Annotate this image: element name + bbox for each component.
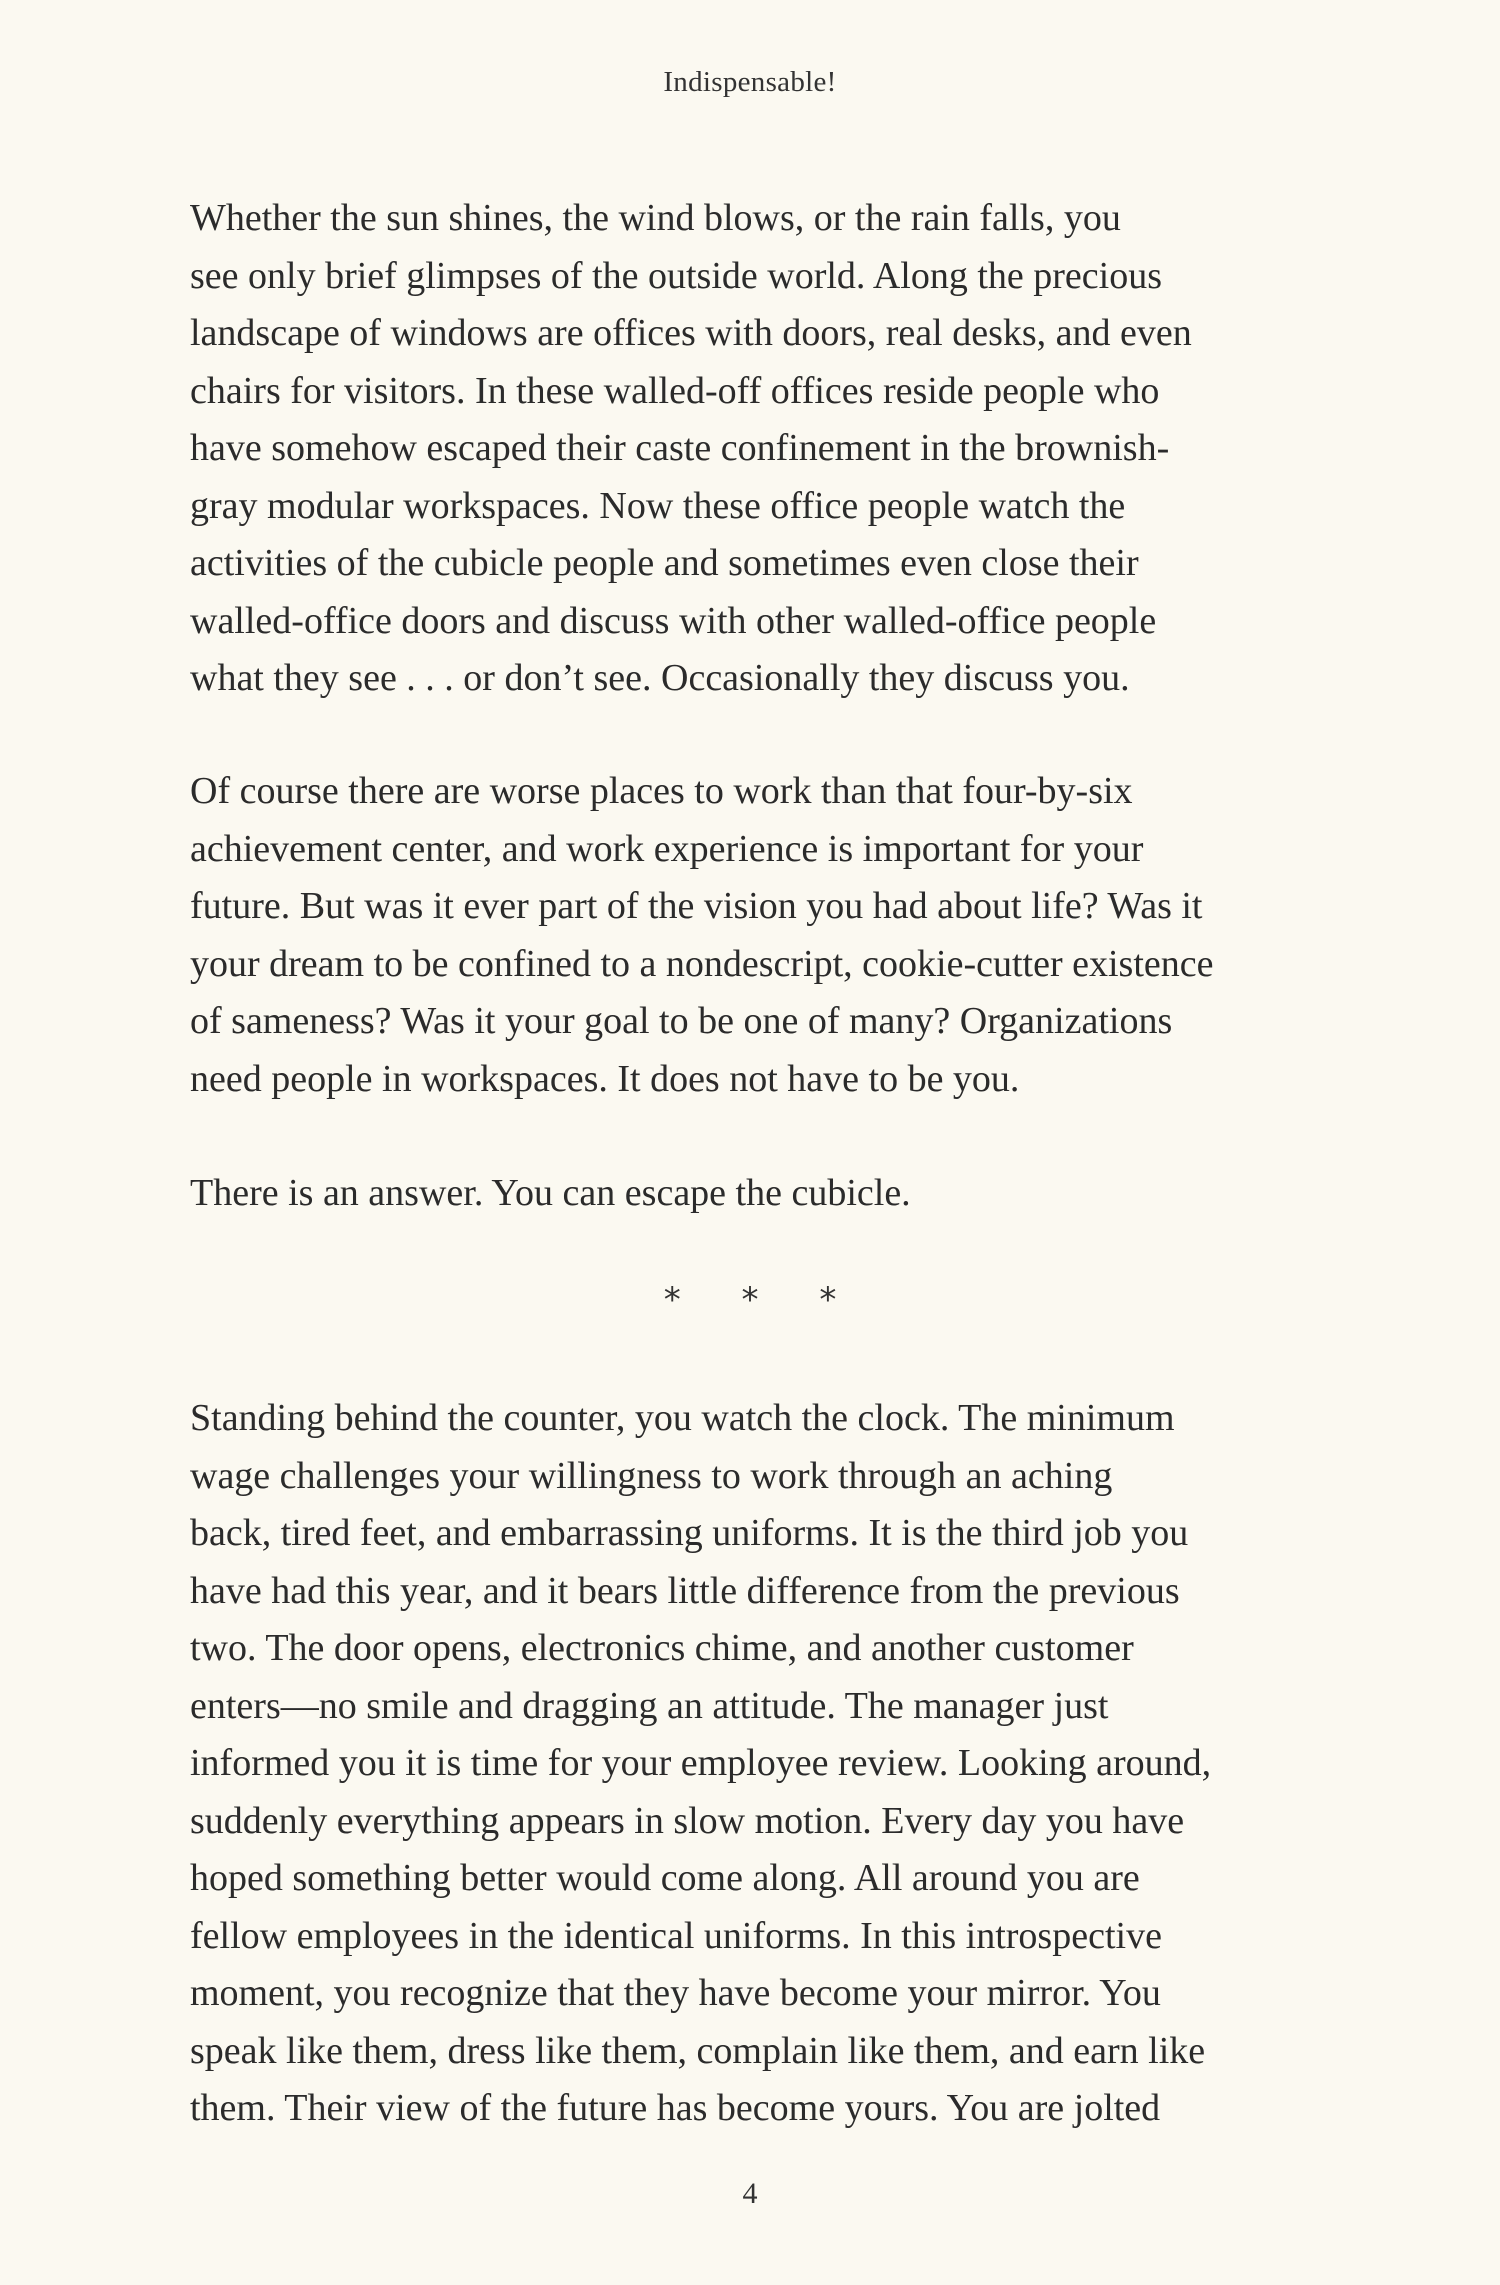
- text-line: wage challenges your willingness to work through an aching: [190, 1454, 1113, 1497]
- text-line: need people in workspaces. It does not have to be you.: [190, 1057, 1020, 1100]
- text-line: what they see . . . or don’t see. Occasionally they discuss you.: [190, 657, 1130, 699]
- asterisk-glyph: *: [663, 1280, 681, 1320]
- text-line: informed you it is time for your employee review. Looking around,: [190, 1742, 1212, 1784]
- asterisk-glyph: *: [741, 1280, 759, 1320]
- text-line: two. The door opens, electronics chime, and another customer: [190, 1627, 1134, 1669]
- text-line: Standing behind the counter, you watch the clock. The minimum: [190, 1397, 1175, 1439]
- text-line: activities of the cubicle people and sometimes even close their: [190, 542, 1139, 584]
- asterisk-glyph: *: [819, 1280, 837, 1320]
- text-line: moment, you recognize that they have become your mirror. You: [190, 1972, 1161, 2014]
- text-line: back, tired feet, and embarrassing uniforms. It is the third job you: [190, 1512, 1189, 1554]
- text-line: chairs for visitors. In these walled-off offices reside people who: [190, 369, 1160, 412]
- text-line: see only brief glimpses of the outside world. Along the precious: [190, 254, 1162, 297]
- paragraph-4: [190, 1390, 1365, 2138]
- text-line: walled-office doors and discuss with other walled-office people: [190, 599, 1157, 642]
- text-line: them. Their view of the future has become yours. You are jolted: [190, 2087, 1161, 2129]
- text-line: There is an answer. You can escape the cubicle.: [190, 1172, 911, 1214]
- paragraph-1: [190, 190, 1365, 708]
- paragraph-3: [190, 1165, 1365, 1223]
- text-line: have somehow escaped their caste confinement in the brownish-: [190, 427, 1170, 469]
- text-line: of sameness? Was it your goal to be one of many? Organizations: [190, 1000, 1173, 1042]
- text-line: hoped something better would come along. All around you are: [190, 1857, 1140, 1899]
- text-line: achievement center, and work experience is important for your: [190, 827, 1144, 870]
- running-head-title: Indispensable!: [663, 66, 837, 98]
- text-line: enters—no smile and dragging an attitude. The manager just: [190, 1684, 1109, 1727]
- text-line: suddenly everything appears in slow motion. Every day you have: [190, 1799, 1185, 1842]
- text-line: fellow employees in the identical uniforms. In this introspective: [190, 1914, 1162, 1957]
- text-line: your dream to be confined to a nondescript, cookie-cutter existence: [190, 942, 1214, 985]
- text-line: Of course there are worse places to work than that four-by-six: [190, 770, 1133, 812]
- text-line: future. But was it ever part of the vision you had about life? Was it: [190, 885, 1203, 927]
- page-number: 4: [742, 2177, 758, 2210]
- text-line: speak like them, dress like them, complain like them, and earn like: [190, 2029, 1206, 2072]
- section-break: [0, 1280, 1500, 1320]
- paragraph-2: [190, 763, 1365, 1108]
- text-line: have had this year, and it bears little difference from the previous: [190, 1569, 1180, 1612]
- text-line: landscape of windows are offices with doors, real desks, and even: [190, 312, 1192, 354]
- text-line: Whether the sun shines, the wind blows, or the rain falls, you: [190, 197, 1121, 239]
- text-line: gray modular workspaces. Now these office people watch the: [190, 484, 1126, 527]
